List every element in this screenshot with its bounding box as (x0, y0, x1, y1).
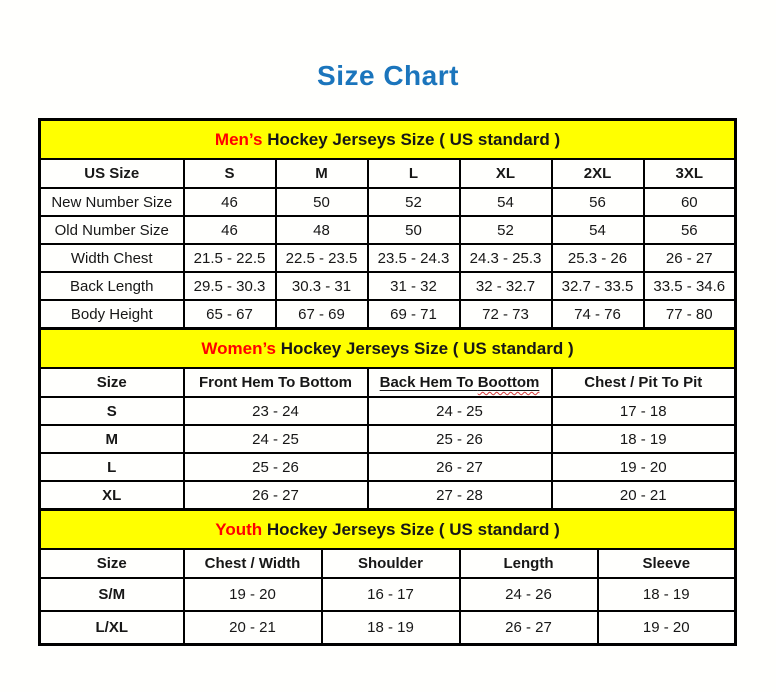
womens-header-row (40, 368, 736, 397)
youth-banner-text: Hockey Jerseys Size ( US standard ) (266, 519, 560, 539)
table-cell: 21.5 - 22.5 (184, 244, 276, 272)
table-cell: 67 - 69 (276, 300, 368, 329)
table-cell: 31 - 32 (368, 272, 460, 300)
womens-banner-highlight: Women’s (201, 338, 276, 358)
table-row (40, 188, 736, 216)
womens-size-table (38, 327, 737, 511)
column-header: Chest / Pit To Pit (552, 368, 736, 397)
table-cell: 33.5 - 34.6 (644, 272, 736, 300)
table-cell: 74 - 76 (552, 300, 644, 329)
table-cell: 25 - 26 (184, 453, 368, 481)
size-label: L/XL (40, 611, 184, 645)
table-cell: 16 - 17 (322, 578, 460, 611)
table-cell: 24 - 26 (460, 578, 598, 611)
column-header: Length (460, 549, 598, 578)
table-cell: 26 - 27 (460, 611, 598, 645)
table-cell: 46 (184, 216, 276, 244)
table-cell: 18 - 19 (598, 578, 736, 611)
table-cell: 52 (460, 216, 552, 244)
back-hem-misspelled-word: Boottom (477, 374, 540, 391)
table-cell: 20 - 21 (552, 481, 736, 510)
table-cell: 60 (644, 188, 736, 216)
size-tables-container (38, 118, 734, 646)
table-cell: 24.3 - 25.3 (460, 244, 552, 272)
table-cell: 18 - 19 (322, 611, 460, 645)
table-cell: 19 - 20 (552, 453, 736, 481)
youth-header-row (40, 549, 736, 578)
youth-section-banner (40, 510, 736, 550)
mens-banner-cell (40, 120, 736, 160)
table-cell: 26 - 27 (368, 453, 552, 481)
table-row (40, 425, 736, 453)
column-header: 2XL (552, 159, 644, 188)
table-row (40, 453, 736, 481)
table-row (40, 244, 736, 272)
table-cell: 50 (276, 188, 368, 216)
table-cell: 26 - 27 (644, 244, 736, 272)
page-title: Size Chart (317, 60, 459, 91)
womens-banner-text: Hockey Jerseys Size ( US standard ) (280, 338, 574, 358)
youth-size-table (38, 508, 737, 646)
womens-section-banner (40, 329, 736, 369)
youth-banner-highlight: Youth (215, 519, 263, 539)
table-cell: 65 - 67 (184, 300, 276, 329)
row-label: New Number Size (40, 188, 184, 216)
column-header: XL (460, 159, 552, 188)
table-cell: 25.3 - 26 (552, 244, 644, 272)
column-header: Chest / Width (184, 549, 322, 578)
table-cell: 25 - 26 (368, 425, 552, 453)
column-header: L (368, 159, 460, 188)
table-cell: 22.5 - 23.5 (276, 244, 368, 272)
table-cell: 52 (368, 188, 460, 216)
back-hem-header-text: Back Hem To (379, 374, 474, 391)
table-cell: 17 - 18 (552, 397, 736, 425)
table-cell: 19 - 20 (184, 578, 322, 611)
table-cell: 50 (368, 216, 460, 244)
table-cell: 19 - 20 (598, 611, 736, 645)
column-header (368, 368, 552, 397)
table-cell: 18 - 19 (552, 425, 736, 453)
table-cell: 54 (552, 216, 644, 244)
table-cell: 72 - 73 (460, 300, 552, 329)
table-cell: 48 (276, 216, 368, 244)
size-label: L (40, 453, 184, 481)
youth-banner-cell (40, 510, 736, 550)
table-cell: 24 - 25 (184, 425, 368, 453)
table-cell: 46 (184, 188, 276, 216)
table-cell: 30.3 - 31 (276, 272, 368, 300)
womens-banner-cell (40, 329, 736, 369)
column-header: M (276, 159, 368, 188)
table-row (40, 578, 736, 611)
row-label: Back Length (40, 272, 184, 300)
table-cell: 29.5 - 30.3 (184, 272, 276, 300)
table-row (40, 272, 736, 300)
table-cell: 23.5 - 24.3 (368, 244, 460, 272)
table-cell: 26 - 27 (184, 481, 368, 510)
table-cell: 24 - 25 (368, 397, 552, 425)
size-label: S/M (40, 578, 184, 611)
table-row (40, 397, 736, 425)
table-row (40, 300, 736, 329)
row-label: Width Chest (40, 244, 184, 272)
row-label: Body Height (40, 300, 184, 329)
table-cell: 77 - 80 (644, 300, 736, 329)
table-cell: 32.7 - 33.5 (552, 272, 644, 300)
table-row (40, 216, 736, 244)
table-cell: 56 (644, 216, 736, 244)
mens-header-row (40, 159, 736, 188)
mens-banner-text: Hockey Jerseys Size ( US standard ) (267, 129, 561, 149)
table-row (40, 481, 736, 510)
size-label: S (40, 397, 184, 425)
column-header: Sleeve (598, 549, 736, 578)
row-label: Old Number Size (40, 216, 184, 244)
mens-size-table (38, 118, 737, 330)
mens-section-banner (40, 120, 736, 160)
table-cell: 23 - 24 (184, 397, 368, 425)
column-header: Size (40, 368, 184, 397)
table-cell: 69 - 71 (368, 300, 460, 329)
column-header: Size (40, 549, 184, 578)
column-header: S (184, 159, 276, 188)
table-cell: 32 - 32.7 (460, 272, 552, 300)
table-cell: 56 (552, 188, 644, 216)
column-header: 3XL (644, 159, 736, 188)
size-label: XL (40, 481, 184, 510)
column-header: Front Hem To Bottom (184, 368, 368, 397)
size-label: M (40, 425, 184, 453)
table-cell: 20 - 21 (184, 611, 322, 645)
mens-banner-highlight: Men’s (214, 129, 263, 149)
table-cell: 54 (460, 188, 552, 216)
column-header: US Size (40, 159, 184, 188)
table-cell: 27 - 28 (368, 481, 552, 510)
table-row (40, 611, 736, 645)
column-header: Shoulder (322, 549, 460, 578)
